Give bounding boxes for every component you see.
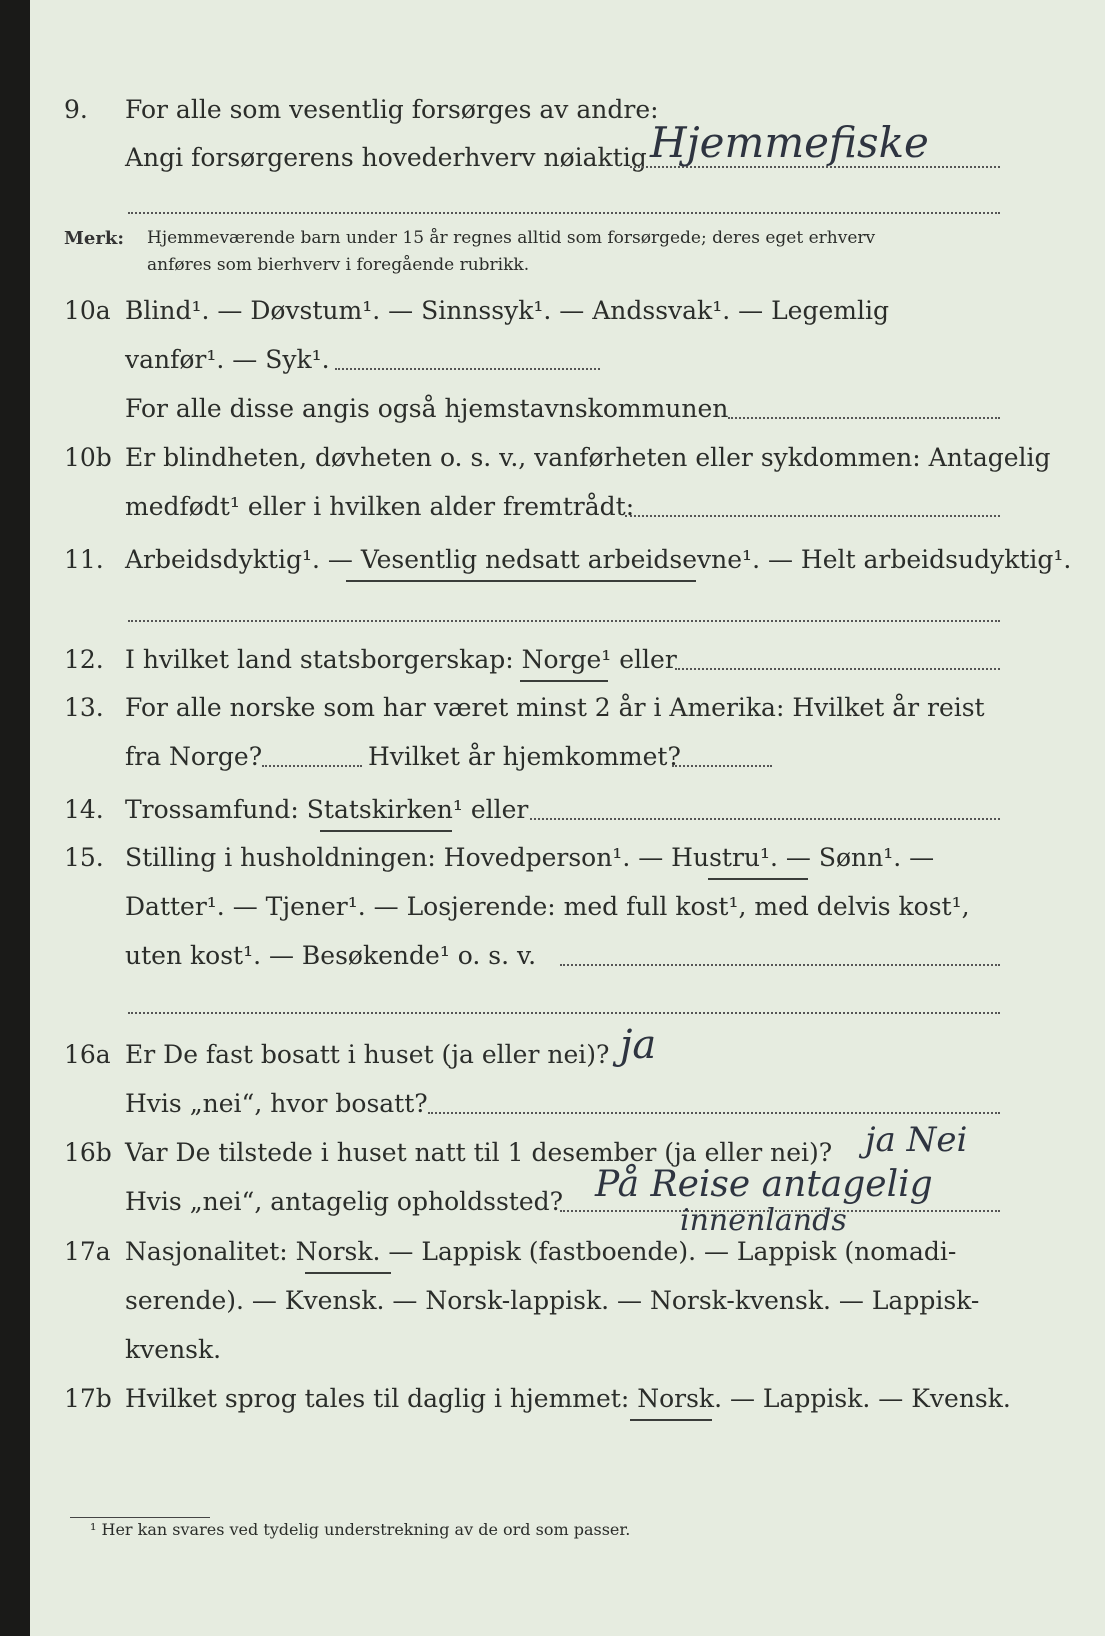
q14-number: 14. bbox=[64, 795, 104, 824]
q17b-underline bbox=[630, 1419, 712, 1421]
q16b-handwritten-answer1: ja Nei bbox=[865, 1120, 968, 1160]
merk-line2: anføres som bierhverv i foregående rubrikk. bbox=[147, 255, 530, 275]
q15-extra-line bbox=[128, 1012, 1000, 1014]
q17a-line3: kvensk. bbox=[125, 1335, 222, 1364]
q16a-line1: Er De fast bosatt i huset (ja eller nei)? bbox=[125, 1040, 610, 1069]
q15-underline bbox=[708, 878, 808, 880]
q12-line1: I hvilket land statsborgerskap: Norge¹ eller bbox=[125, 645, 677, 674]
q17a-line1: Nasjonalitet: Norsk. — Lappisk (fastboende). — Lappisk (nomadi- bbox=[125, 1237, 957, 1266]
q16a-number: 16a bbox=[64, 1040, 111, 1069]
q13-number: 13. bbox=[64, 693, 104, 722]
q12-land-field[interactable] bbox=[675, 668, 1000, 670]
footnote: ¹ Her kan svares ved tydelig understrekning av de ord som passer. bbox=[90, 1520, 631, 1539]
q17a-line2: serende). — Kvensk. — Norsk-lappisk. — Norsk-kvensk. — Lappisk- bbox=[125, 1286, 980, 1315]
q11-number: 11. bbox=[64, 545, 104, 574]
q9-line2: Angi forsørgerens hovederhverv nøiaktig bbox=[125, 143, 647, 172]
census-form-page bbox=[30, 0, 1105, 1636]
q11-underline bbox=[346, 580, 696, 582]
q16a-bosatt-field[interactable] bbox=[428, 1112, 1000, 1114]
q14-underline bbox=[320, 830, 452, 832]
q13-line2b: Hvilket år hjemkommet? bbox=[368, 742, 681, 771]
q16b-handwritten-answer3: innenlands bbox=[680, 1203, 847, 1238]
q11-line1: Arbeidsdyktig¹. — Vesentlig nedsatt arbeidsevne¹. — Helt arbeidsudyktig¹. bbox=[125, 545, 1072, 574]
q9-line1: For alle som vesentlig forsørges av andre: bbox=[125, 95, 659, 124]
q13-line1: For alle norske som har været minst 2 år i Amerika: Hvilket år reist bbox=[125, 693, 985, 722]
q17a-number: 17a bbox=[64, 1237, 111, 1266]
q16b-line2: Hvis „nei“, antagelig opholdssted? bbox=[125, 1187, 564, 1216]
q16a-handwritten-answer: ja bbox=[620, 1022, 657, 1068]
q13-line2: fra Norge? bbox=[125, 742, 263, 771]
q14-line1: Trossamfund: Statskirken¹ eller bbox=[125, 795, 529, 824]
q10a-line1: Blind¹. — Døvstum¹. — Sinnssyk¹. — Andssvak¹. — Legemlig bbox=[125, 296, 889, 325]
q16b-handwritten-answer2: På Reise antagelig bbox=[595, 1164, 933, 1205]
q10a-line2: vanfør¹. — Syk¹. bbox=[125, 345, 330, 374]
q13-reist-field[interactable] bbox=[262, 765, 362, 767]
q10a-line3: For alle disse angis også hjemstavnskommunen bbox=[125, 394, 729, 423]
q15-line2: Datter¹. — Tjener¹. — Losjerende: med full kost¹, med delvis kost¹, bbox=[125, 892, 970, 921]
q12-underline bbox=[520, 680, 608, 682]
q15-line3: uten kost¹. — Besøkende¹ o. s. v. bbox=[125, 941, 537, 970]
q15-number: 15. bbox=[64, 843, 104, 872]
merk-line1: Hjemmeværende barn under 15 år regnes alltid som forsørgede; deres eget erhverv bbox=[147, 228, 876, 248]
q10b-line2: medfødt¹ eller i hvilken alder fremtrådt: bbox=[125, 492, 635, 521]
q16b-line1: Var De tilstede i huset natt til 1 desember (ja eller nei)? bbox=[125, 1138, 833, 1167]
q10b-alder-field[interactable] bbox=[625, 515, 1000, 517]
q10b-number: 10b bbox=[64, 443, 112, 472]
q10a-kommune-field[interactable] bbox=[728, 417, 1000, 419]
q10a-syk-field[interactable] bbox=[335, 368, 600, 370]
q9-number: 9. bbox=[64, 95, 88, 124]
footnote-rule bbox=[70, 1517, 210, 1518]
q9-extra-line bbox=[128, 212, 1000, 214]
q17b-number: 17b bbox=[64, 1384, 112, 1413]
merk-label: Merk: bbox=[64, 228, 124, 249]
q10a-number: 10a bbox=[64, 296, 111, 325]
q17b-line1: Hvilket sprog tales til daglig i hjemmet: Norsk. — Lappisk. — Kvensk. bbox=[125, 1384, 1011, 1413]
q15-line1: Stilling i husholdningen: Hovedperson¹. — Hustru¹. — Sønn¹. — bbox=[125, 843, 935, 872]
q12-number: 12. bbox=[64, 645, 104, 674]
q16a-line2: Hvis „nei“, hvor bosatt? bbox=[125, 1089, 428, 1118]
q17a-underline bbox=[305, 1272, 391, 1274]
q11-extra-line bbox=[128, 620, 1000, 622]
q16b-number: 16b bbox=[64, 1138, 112, 1167]
q13-hjemkommet-field[interactable] bbox=[672, 765, 772, 767]
q10b-line1: Er blindheten, døvheten o. s. v., vanførheten eller sykdommen: Antagelig bbox=[125, 443, 1051, 472]
q9-handwritten-answer: Hjemmefiske bbox=[650, 118, 929, 167]
q15-stilling-field[interactable] bbox=[560, 964, 1000, 966]
q14-trossamfund-field[interactable] bbox=[530, 818, 1000, 820]
